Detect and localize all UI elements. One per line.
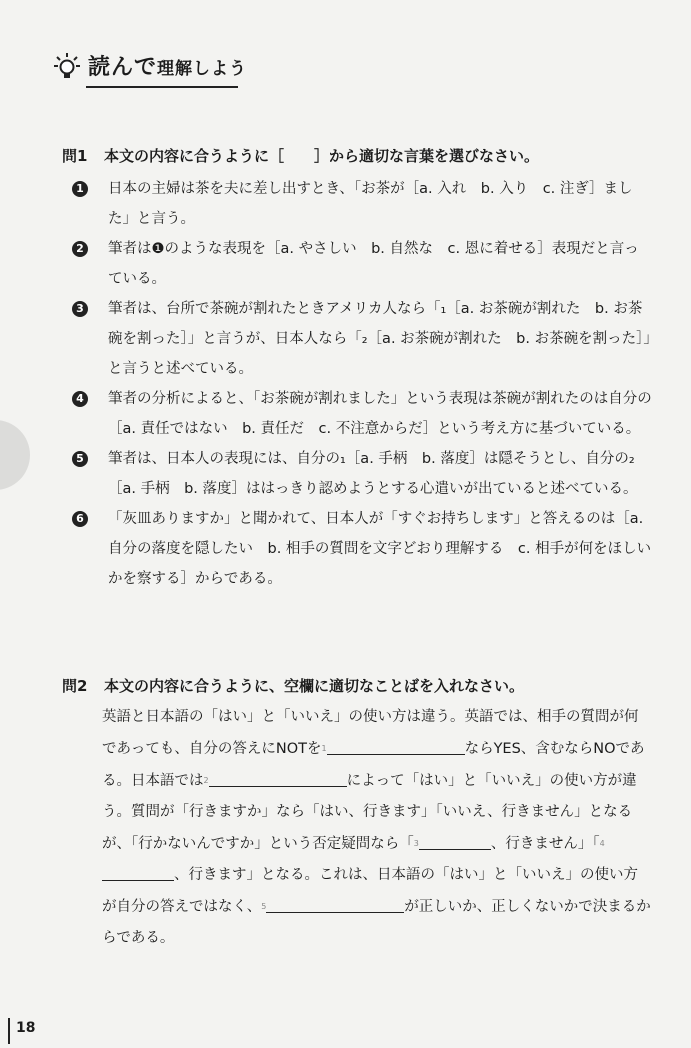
page-edge-shadow: [0, 420, 30, 490]
answer-blank-1[interactable]: [327, 736, 465, 755]
page-number-bar: [8, 1018, 10, 1044]
list-item: [72, 384, 652, 444]
item-number-badge: 6: [72, 511, 88, 527]
paragraph-text: 、行きます」となる。これは、日本語の「はい」と「いいえ」の使い方が自分の答えではなく、: [102, 867, 638, 915]
paragraph-text: 、行きません」「: [490, 836, 600, 852]
lightbulb-icon: [52, 51, 82, 81]
list-item: [72, 234, 652, 294]
section-title: 読んで理解しよう: [88, 55, 248, 80]
list-item: [72, 174, 652, 234]
question-title: 本文の内容に合うように、空欄に適切なことばを入れなさい。: [104, 677, 525, 695]
item-text: 筆者は、台所で茶碗が割れたときアメリカ人なら「₁［a. お茶碗が割れた b. お茶碗を割った］」と言うが、日本人なら「₂［a. お茶碗が割れた b. お茶碗を割った］」と言うと述べている。: [108, 301, 651, 377]
list-item: [72, 504, 652, 594]
item-number-badge: 5: [72, 451, 88, 467]
list-item: [72, 294, 652, 384]
question-number: 問2: [62, 677, 88, 695]
paragraph-text: ならYES、含むならNOである。日本語では: [102, 741, 645, 789]
question-title: 本文の内容に合うように［ ］から適切な言葉を選びなさい。: [104, 147, 540, 165]
paragraph-text: によって「はい」と「いいえ」の使い方が違う。質問が「行きますか」なら「はい、行きます」「いいえ、行きません」となるが、「行かないんですか」という否定疑問なら「: [102, 773, 637, 852]
item-text: 筆者は、日本人の表現には、自分の₁［a. 手柄 b. 落度］は隠そうとし、自分の₂［a. 手柄 b. 落度］ははっきり認めようとする心遣いが出ていると述べている。: [108, 451, 638, 497]
paragraph-text: 英語と日本語の「はい」と「いいえ」の使い方は違う。英語では、相手の質問が何であっても、自分の答えにNOTを: [102, 709, 639, 757]
paragraph-text: が正しいか、正しくないかで決まるからである。: [102, 899, 651, 946]
answer-blank-4[interactable]: [102, 862, 174, 881]
item-text: 筆者の分析によると、「お茶碗が割れました」という表現は茶碗が割れたのは自分の［a. 責任ではない b. 責任だ c. 不注意からだ］という考え方に基づいている。: [108, 391, 652, 437]
page-number: 18: [16, 1020, 36, 1036]
blank-number: 4: [599, 839, 605, 848]
answer-blank-2[interactable]: [209, 768, 347, 787]
question-number: 問1: [62, 147, 88, 165]
list-item: [72, 444, 652, 504]
blank-number: 5: [261, 902, 267, 911]
title-underline: [86, 86, 238, 88]
blank-number: 1: [321, 744, 327, 753]
answer-blank-5[interactable]: [266, 894, 404, 913]
item-number-badge: 3: [72, 301, 88, 317]
question-items: [62, 174, 652, 594]
item-number-badge: 1: [72, 181, 88, 197]
fill-in-paragraph: [102, 702, 652, 954]
item-number-badge: 4: [72, 391, 88, 407]
section-header: [52, 50, 247, 81]
item-number-badge: 2: [72, 241, 88, 257]
item-text: 日本の主婦は茶を夫に差し出すとき、「お茶が［a. 入れ b. 入り c. 注ぎ］ました」と言う。: [108, 181, 633, 227]
answer-blank-3[interactable]: [419, 831, 491, 850]
question-1: [62, 146, 652, 594]
blank-number: 2: [203, 776, 209, 785]
blank-number: 3: [413, 839, 419, 848]
item-text: 筆者は❶のような表現を［a. やさしい b. 自然な c. 恩に着せる］表現だと言っている。: [108, 241, 639, 287]
question-2: [62, 676, 652, 954]
item-text: 「灰皿ありますか」と聞かれて、日本人が「すぐお持ちします」と答えるのは［a. 自分の落度を隠したい b. 相手の質問を文字どおり理解する c. 相手が何をほしいかを察する］からである。: [108, 511, 652, 587]
